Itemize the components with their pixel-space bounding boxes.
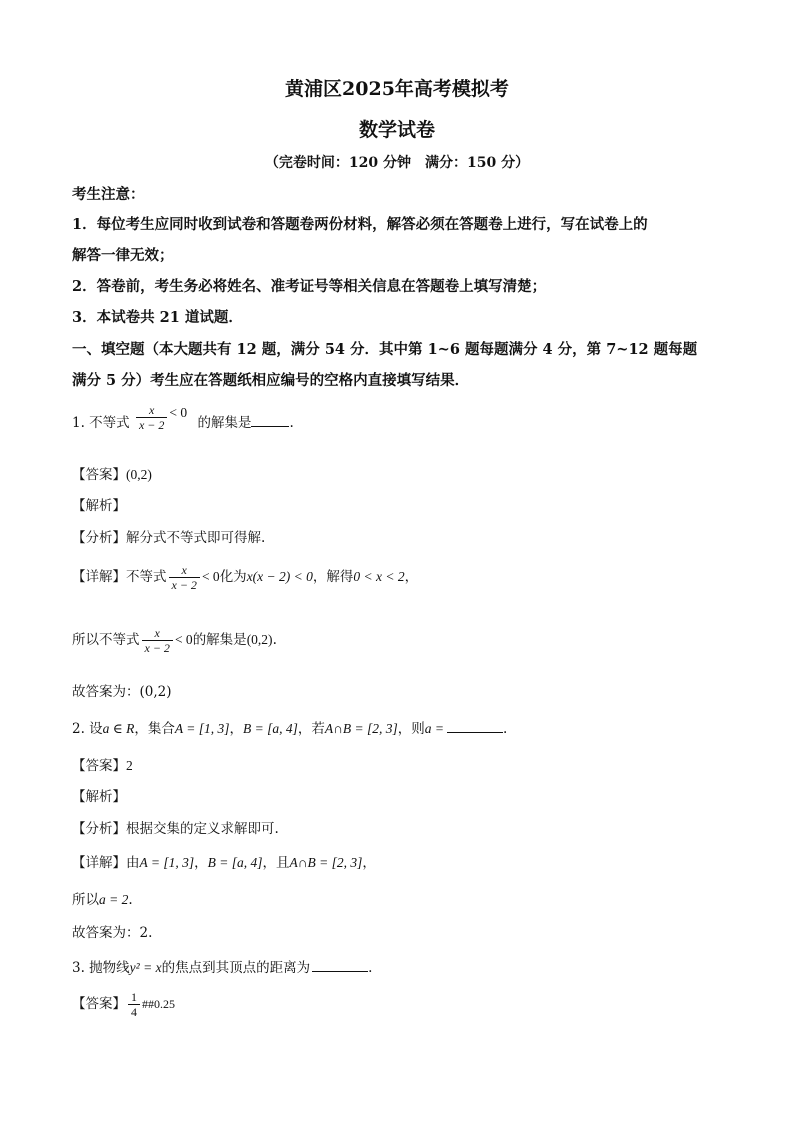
question-2-end: .	[503, 721, 508, 737]
question-2-param: a ∈ R	[102, 721, 135, 736]
answer-tag: 【答案】	[72, 467, 126, 483]
notice-item-1-line-1: 1．每位考生应同时收到试卷和答题卷两份材料，解答必须在答题卷上进行，写在试卷上的	[72, 216, 648, 233]
question-1-conclusion	[72, 626, 277, 655]
question-1-conclusion-text-1: 所以不等式	[72, 632, 140, 648]
answer-tag: 【答案】	[72, 996, 126, 1012]
exam-subject: 数学试卷	[358, 119, 435, 141]
exam-info: （完卷时间：120 分钟 满分：150 分）	[264, 155, 530, 171]
question-2-text-2: ，	[229, 721, 244, 737]
question-1-conclusion-inequality: < 0	[174, 632, 193, 647]
question-1-jiexi-tag: 【解析】	[72, 498, 126, 514]
question-2-analysis	[72, 817, 279, 837]
question-2-text-4: ，则	[397, 721, 425, 737]
question-1-conclusion-end: .	[272, 632, 277, 648]
question-1-conclusion-fraction	[142, 626, 173, 655]
question-3-equation: y² = x	[129, 960, 162, 975]
question-3-prefix: 3. 抛物线	[72, 960, 130, 976]
question-2-prefix: 2. 设	[72, 721, 103, 737]
question-1-detail-text-1: 不等式	[126, 569, 167, 585]
question-1-end: .	[289, 415, 294, 431]
question-3-answer-fraction	[128, 990, 140, 1019]
question-1-suffix: 的解集是	[197, 415, 252, 431]
question-1-detail-text-3: ，解得	[312, 569, 354, 585]
question-1-detail-fraction-numerator: x	[181, 563, 187, 577]
question-1-detail-expr: x(x − 2) < 0	[246, 569, 313, 584]
question-1-detail-text-2: 化为	[219, 569, 247, 585]
answer-tag: 【答案】	[72, 758, 126, 774]
question-1-answer	[72, 463, 152, 483]
notice-item-2: 2．答卷前，考生务必将姓名、准考证号等相关信息在答题卷上填写清楚；	[72, 278, 547, 295]
question-3-answer-blank	[312, 961, 368, 972]
question-1-conclusion-interval: (0,2)	[246, 632, 273, 647]
question-1-detail-fraction	[169, 563, 200, 592]
notice-item-3: 3．本试卷共 21 道试题．	[72, 309, 243, 326]
question-2-stem	[72, 717, 507, 737]
question-2-answer	[72, 754, 133, 774]
question-1-fraction	[136, 403, 167, 432]
question-1-detail-text-4: ，	[404, 569, 419, 585]
question-2-detail-text-4: ，	[362, 855, 376, 871]
question-3-answer-fraction-numerator: 1	[131, 990, 137, 1004]
question-3-answer	[72, 990, 175, 1019]
question-2-answer-value: 2	[126, 758, 133, 773]
question-1-fraction-numerator: x	[149, 403, 155, 417]
question-1-stem	[72, 403, 294, 432]
question-1-fraction-denominator: x − 2	[136, 417, 167, 432]
question-1-analysis-text: 解分式不等式即可得解.	[126, 530, 266, 546]
question-2-final: 故答案为：2.	[72, 925, 153, 941]
question-2-detail-text-1: 由	[126, 855, 140, 871]
question-1-conclusion-fraction-numerator: x	[154, 626, 160, 640]
question-2-conclusion-end: .	[128, 892, 133, 908]
question-3-end: .	[368, 960, 373, 976]
question-1-detail-inequality: < 0	[201, 569, 220, 584]
question-2-analysis-text: 根据交集的定义求解即可.	[126, 821, 279, 837]
question-2-unknown: a =	[424, 721, 445, 736]
analysis-tag: 【分析】	[72, 530, 126, 546]
detail-tag: 【详解】	[72, 855, 126, 871]
question-2-jiexi-tag: 【解析】	[72, 789, 126, 805]
question-2-answer-blank	[447, 722, 503, 733]
question-1-answer-value: (0,2)	[126, 467, 152, 482]
question-2-set-a: A = [1, 3]	[174, 721, 230, 736]
question-1-analysis	[72, 526, 265, 546]
question-1-final: 故答案为：(0,2)	[72, 684, 172, 700]
exam-title: 黄浦区2025年高考模拟考	[285, 78, 509, 100]
question-3-stem	[72, 956, 372, 976]
question-1-answer-blank	[251, 416, 289, 427]
detail-tag: 【详解】	[72, 569, 126, 585]
question-1-prefix: 1. 不等式	[72, 415, 130, 431]
question-2-detail-text-3: ，且	[262, 855, 290, 871]
section-1-heading-line-2: 满分 5 分）考生应在答题纸相应编号的空格内直接填写结果．	[72, 372, 470, 389]
analysis-tag: 【分析】	[72, 821, 126, 837]
question-1-conclusion-text-2: 的解集是	[192, 632, 247, 648]
section-1-heading-line-1: 一、填空题（本大题共有 12 题，满分 54 分．其中第 1~6 题每题满分 4 分，第 7~12 题每题	[72, 341, 698, 358]
question-2-detail-set-a: A = [1, 3]	[139, 855, 195, 870]
question-2-detail-set-b: B = [a, 4]	[207, 855, 263, 870]
notice-heading: 考生注意：	[72, 186, 145, 203]
question-1-conclusion-fraction-denominator: x − 2	[142, 640, 173, 655]
question-2-detail-intersection: A∩B = [2, 3]	[289, 855, 363, 870]
question-1-inequality: < 0	[169, 405, 188, 420]
question-1-detail	[72, 563, 418, 592]
question-3-text: 的焦点到其顶点的距离为	[161, 960, 311, 976]
question-2-set-b: B = [a, 4]	[243, 721, 298, 736]
question-2-conclusion	[72, 888, 133, 908]
question-1-detail-fraction-denominator: x − 2	[169, 577, 200, 592]
question-2-intersection: A∩B = [2, 3]	[324, 721, 398, 736]
question-3-answer-fraction-denominator: 4	[128, 1004, 140, 1019]
question-2-conclusion-text-1: 所以	[72, 892, 99, 908]
question-2-text-3: ，若	[297, 721, 325, 737]
question-2-conclusion-value: a = 2	[99, 892, 129, 907]
question-2-detail	[72, 851, 376, 871]
question-3-answer-tail: ##0.25	[142, 997, 175, 1011]
notice-item-1-line-2: 解答一律无效；	[72, 247, 174, 264]
question-1-detail-solution: 0 < x < 2	[353, 569, 405, 584]
question-2-detail-text-2: ，	[194, 855, 208, 871]
question-2-text-1: ，集合	[134, 721, 175, 737]
